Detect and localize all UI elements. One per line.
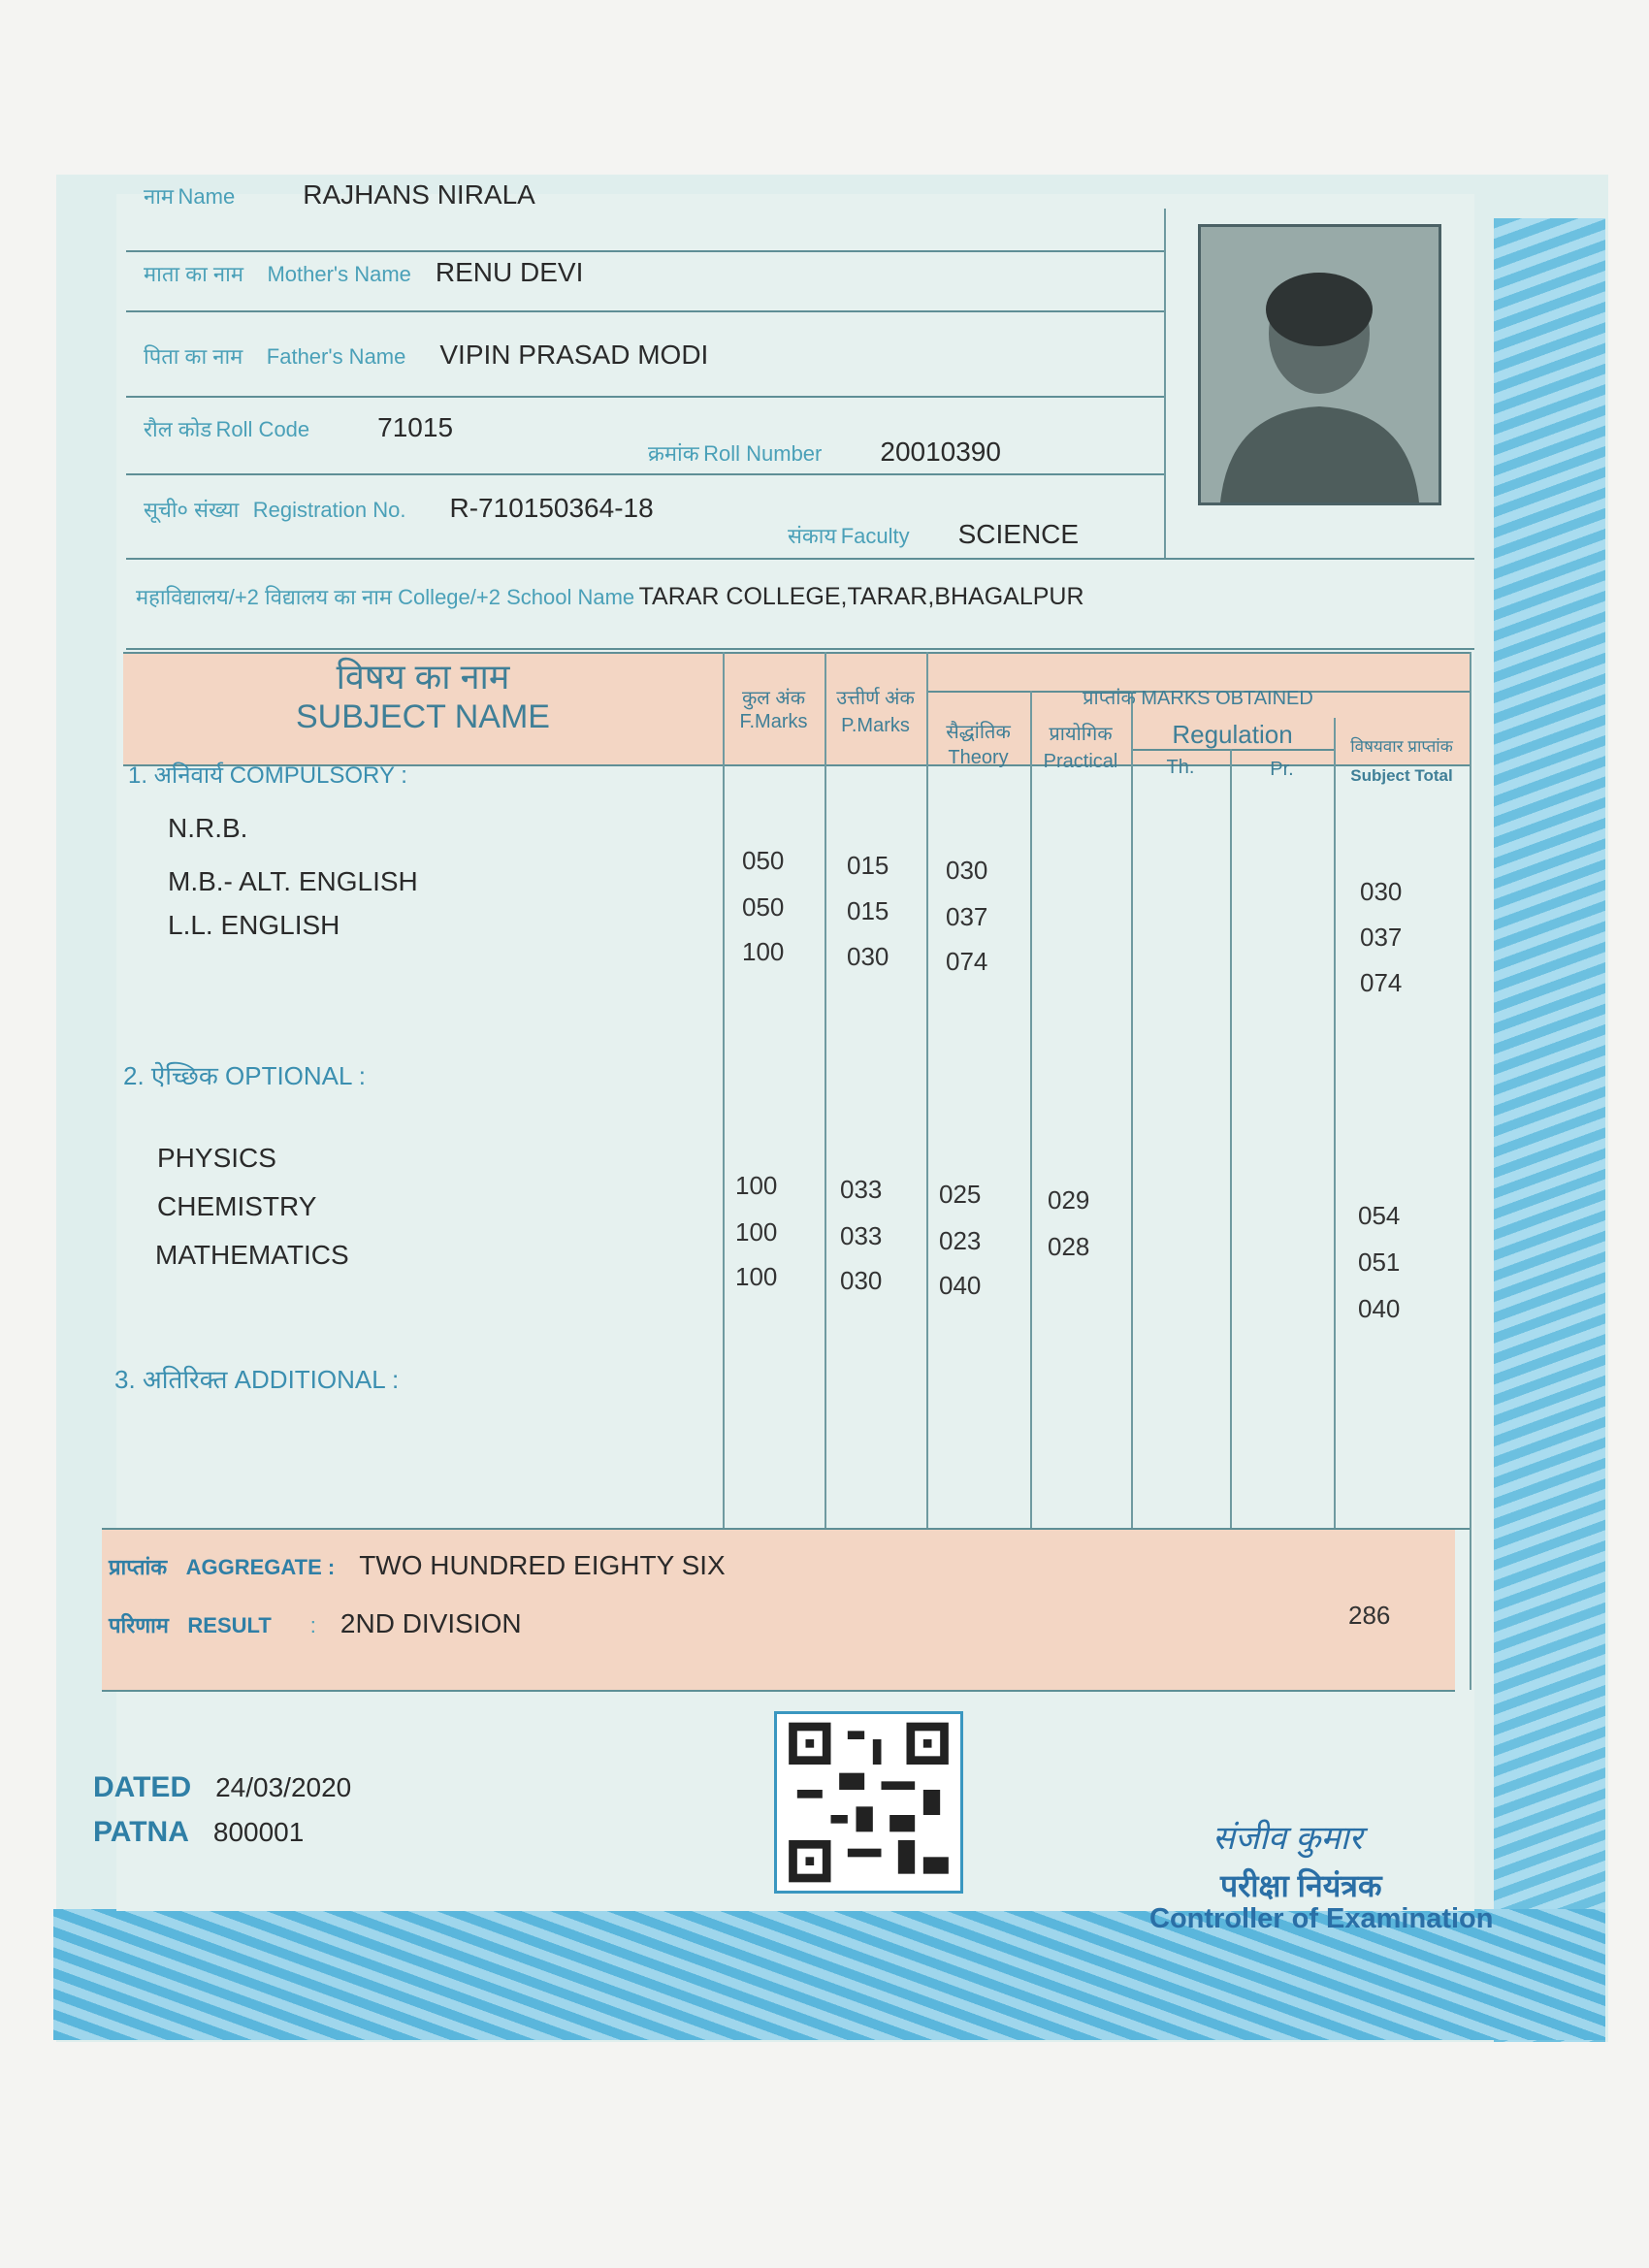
signature: संजीव कुमार: [1212, 1820, 1363, 1857]
theory-header-hi: सैद्धांतिक: [946, 722, 1011, 743]
practical-header: Practical: [1043, 751, 1118, 772]
subject-name: M.B.- ALT. ENGLISH: [168, 866, 418, 896]
pin-value: 800001: [212, 1817, 305, 1847]
total-cell: 051: [1358, 1247, 1401, 1277]
fmarks-cell: 100: [735, 1171, 778, 1200]
section-optional: 2. ऐच्छिक OPTIONAL :: [123, 1061, 366, 1090]
roll-code-value: 71015: [377, 412, 454, 442]
regulation-pr-header: Pr.: [1270, 759, 1294, 780]
aggregate-label: AGGREGATE :: [185, 1555, 336, 1579]
decorative-border-right: [1494, 218, 1605, 2042]
result-label-hi: परिणाम: [109, 1613, 169, 1637]
aggregate-row: [109, 1550, 726, 1581]
roll-number-label: Roll Number: [703, 441, 823, 466]
section-compulsory: 1. अनिवार्य COMPULSORY :: [128, 762, 407, 789]
registration-field: [144, 493, 654, 524]
father-field: [144, 340, 708, 371]
pmarks-cell: 015: [847, 851, 889, 880]
pmarks-header: P.Marks: [841, 715, 910, 736]
pmarks-header-hi: उत्तीर्ण अंक: [836, 688, 915, 709]
fmarks-cell: 100: [735, 1217, 778, 1247]
city-label: PATNA: [93, 1816, 189, 1848]
controller-label-hi: परीक्षा नियंत्रक: [1220, 1868, 1382, 1903]
faculty-label: Faculty: [840, 524, 910, 548]
roll-code-field: [144, 412, 453, 443]
fmarks-cell: 100: [742, 937, 785, 966]
theory-cell: 023: [939, 1226, 982, 1255]
mother-value: RENU DEVI: [435, 257, 584, 287]
name-label-hi: नाम: [144, 184, 175, 209]
marks-obtained-header: प्राप्तांक MARKS OBTAINED: [1083, 688, 1313, 709]
registration-label-hi: सूची० संख्या: [144, 498, 240, 522]
theory-cell: 074: [946, 947, 988, 976]
subject-header-hi: विषय का नाम: [336, 657, 510, 697]
practical-cell: 029: [1048, 1185, 1090, 1215]
faculty-label-hi: संकाय: [788, 524, 837, 548]
pmarks-cell: 015: [847, 896, 889, 925]
total-cell: 074: [1360, 968, 1403, 997]
result-colon: :: [309, 1613, 316, 1637]
total-cell: 030: [1360, 877, 1403, 906]
fmarks-cell: 050: [742, 846, 785, 875]
result-label: RESULT: [187, 1613, 272, 1637]
pmarks-cell: 033: [840, 1221, 883, 1250]
aggregate-total: 286: [1348, 1601, 1391, 1630]
subject-name: CHEMISTRY: [157, 1191, 317, 1221]
regulation-th-header: Th.: [1166, 757, 1195, 778]
fmarks-header: F.Marks: [739, 711, 808, 732]
fmarks-header-hi: कुल अंक: [741, 688, 806, 709]
roll-number-label-hi: क्रमांक: [648, 441, 699, 466]
total-cell: 040: [1358, 1294, 1401, 1323]
registration-value: R-710150364-18: [449, 493, 654, 523]
pmarks-cell: 033: [840, 1175, 883, 1204]
registration-label: Registration No.: [252, 498, 406, 522]
subject-total-header: Subject Total: [1350, 766, 1453, 785]
result-row: [109, 1608, 522, 1639]
section-additional: 3. अतिरिक्त ADDITIONAL :: [114, 1365, 400, 1394]
fmarks-cell: 100: [735, 1262, 778, 1291]
practical-header-hi: प्रायोगिक: [1049, 724, 1113, 745]
college-label: महाविद्यालय/+2 विद्यालय का नाम College/+2 School Name: [136, 585, 635, 609]
name-field: [144, 179, 535, 211]
roll-number-field: [648, 437, 1001, 468]
theory-cell: 025: [939, 1180, 982, 1209]
dated-value: 24/03/2020: [215, 1772, 352, 1802]
pmarks-cell: 030: [847, 942, 889, 971]
city-row: [93, 1816, 304, 1849]
qr-code: [774, 1711, 963, 1894]
subject-name: PHYSICS: [157, 1143, 276, 1173]
theory-cell: 037: [946, 902, 988, 931]
father-label: Father's Name: [266, 344, 406, 369]
subject-name: MATHEMATICS: [155, 1240, 349, 1270]
total-cell: 054: [1358, 1201, 1401, 1230]
college-field: [136, 582, 1084, 611]
name-label: Name: [178, 184, 236, 209]
subject-name: L.L. ENGLISH: [168, 910, 340, 940]
theory-header: Theory: [948, 747, 1009, 768]
theory-cell: 040: [939, 1271, 982, 1300]
practical-cell: 028: [1048, 1232, 1090, 1261]
subject-name: N.R.B.: [168, 813, 248, 843]
result-value: 2ND DIVISION: [340, 1608, 522, 1638]
roll-code-label-hi: रौल कोड: [144, 417, 212, 441]
subject-total-header-hi: विषयवार प्राप्तांक: [1350, 737, 1453, 756]
faculty-field: [788, 519, 1079, 550]
faculty-value: SCIENCE: [957, 519, 1080, 549]
student-photo: [1198, 224, 1441, 505]
fmarks-cell: 050: [742, 892, 785, 922]
mother-label-hi: माता का नाम: [144, 262, 243, 286]
name-value: RAJHANS NIRALA: [303, 179, 535, 210]
subject-header: SUBJECT NAME: [296, 698, 550, 735]
roll-number-value: 20010390: [880, 437, 1001, 467]
father-value: VIPIN PRASAD MODI: [439, 340, 709, 370]
mother-field: [144, 257, 583, 288]
pmarks-cell: 030: [840, 1266, 883, 1295]
controller-label: Controller of Examination: [1149, 1903, 1494, 1934]
total-cell: 037: [1360, 923, 1403, 952]
regulation-header: Regulation: [1172, 720, 1293, 749]
mother-label: Mother's Name: [267, 262, 411, 286]
dated-row: [93, 1771, 351, 1804]
aggregate-label-hi: प्राप्तांक: [109, 1555, 168, 1579]
college-value: TARAR COLLEGE,TARAR,BHAGALPUR: [638, 583, 1084, 610]
dated-label: DATED: [93, 1771, 192, 1803]
roll-code-label: Roll Code: [215, 417, 310, 441]
aggregate-words: TWO HUNDRED EIGHTY SIX: [359, 1550, 726, 1580]
father-label-hi: पिता का नाम: [144, 344, 243, 369]
theory-cell: 030: [946, 856, 988, 885]
